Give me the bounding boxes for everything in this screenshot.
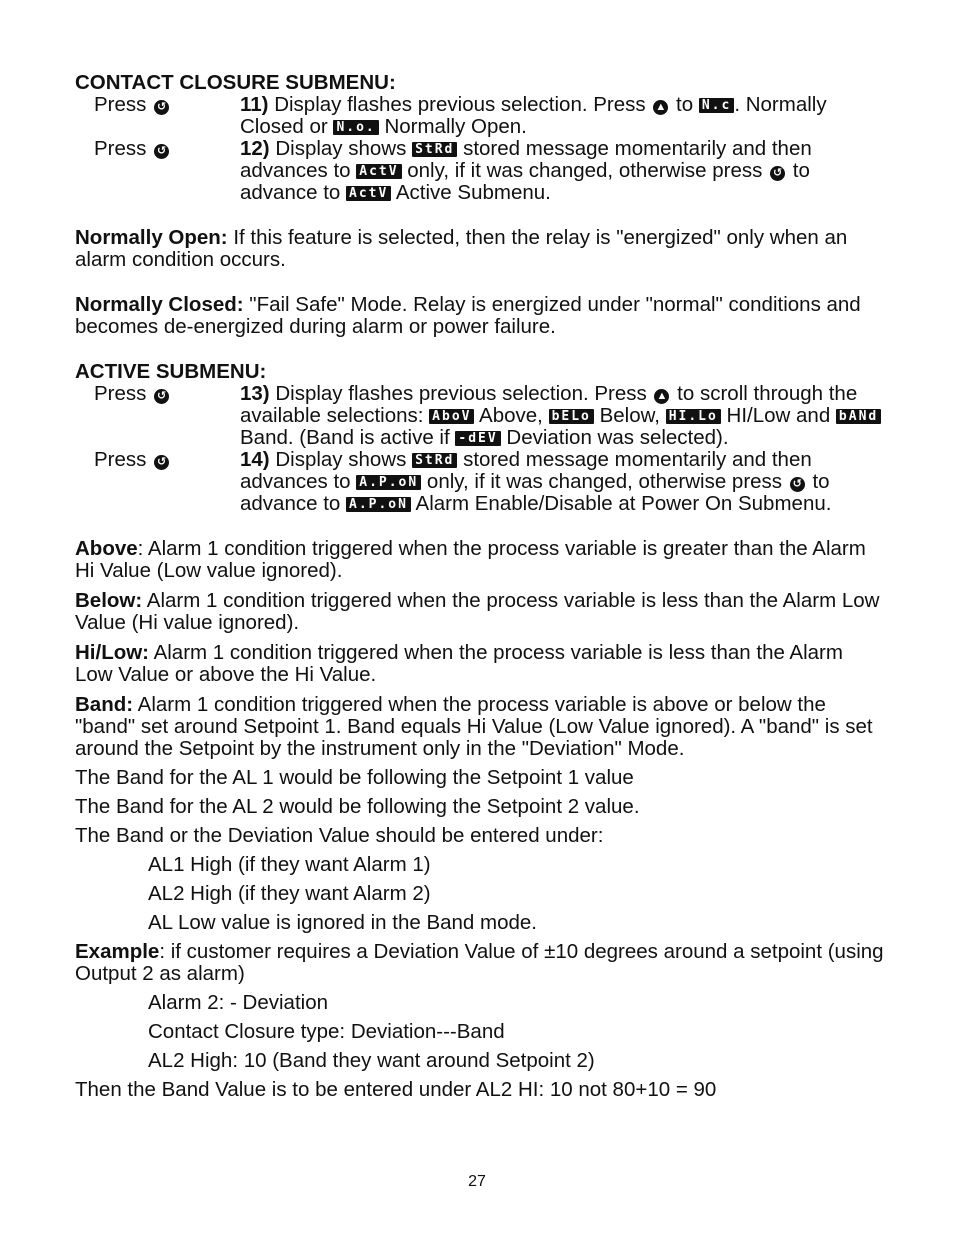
band-note: The Band or the Deviation Value should be entered under: <box>75 824 604 847</box>
lcd-display-actv: ActV <box>346 186 391 201</box>
step-number: 11) <box>240 93 269 116</box>
press-label: Press <box>94 93 147 116</box>
lcd-display-abov: AboV <box>429 409 474 424</box>
lcd-display-dev: -dEV <box>455 431 500 446</box>
step-number: 13) <box>240 382 270 405</box>
normally-open-paragraph: Normally Open: If this feature is selected, then the relay is "energized" only when an alarm condition occurs. <box>75 226 848 271</box>
enter-icon: ↺ <box>154 100 169 115</box>
band-note: The Band for the AL 1 would be following the Setpoint 1 value <box>75 766 634 789</box>
lcd-display-no: N.o. <box>333 120 378 135</box>
lcd-display-nc: N.c <box>699 98 734 113</box>
lcd-display-belo: bELo <box>549 409 594 424</box>
lcd-display-hilo: HI.Lo <box>666 409 721 424</box>
contact-closure-heading: CONTACT CLOSURE SUBMENU: <box>75 71 396 94</box>
enter-icon: ↺ <box>154 144 169 159</box>
band-note-sub: AL2 High (if they want Alarm 2) <box>148 882 431 905</box>
enter-icon: ↺ <box>790 477 805 492</box>
example-sub: Alarm 2: - Deviation <box>148 991 329 1014</box>
step-number: 12) <box>240 137 270 160</box>
step-14: Press ↺ 14) Display shows StRd stored message momentarily and then advances to A.P.oN only, if it was changed, otherwise press ↺ to advance to A.P.oN Alarm Enable/Disable at Power On Submenu. <box>94 448 832 515</box>
press-label: Press <box>94 448 147 471</box>
lcd-display-strd: StRd <box>412 142 457 157</box>
up-arrow-icon: ▲ <box>653 100 668 115</box>
below-definition: Below: Alarm 1 condition triggered when the process variable is less than the Alarm Low Value (Hi value ignored). <box>75 589 880 634</box>
lcd-display-strd: StRd <box>412 453 457 468</box>
above-definition: Above: Alarm 1 condition triggered when the process variable is greater than the Alarm Hi Value (Low value ignored). <box>75 537 866 582</box>
page-number: 27 <box>468 1173 486 1190</box>
up-arrow-icon: ▲ <box>654 389 669 404</box>
hilow-definition: Hi/Low: Alarm 1 condition triggered when the process variable is less than the Alarm Low Value or above the Hi Value. <box>75 641 843 686</box>
band-note-sub: AL Low value is ignored in the Band mode. <box>148 911 537 934</box>
example-sub: AL2 High: 10 (Band they want around Setpoint 2) <box>148 1049 595 1072</box>
lcd-display-band: bANd <box>836 409 881 424</box>
step-11: Press ↺ 11) Display flashes previous selection. Press ▲ to N.c . Normally Closed or N.o. Normally Open. <box>94 93 827 138</box>
lcd-display-apon: A.P.oN <box>356 475 421 490</box>
step-number: 14) <box>240 448 270 471</box>
example-final: Then the Band Value is to be entered under AL2 HI: 10 not 80+10 = 90 <box>75 1078 717 1101</box>
enter-icon: ↺ <box>770 166 785 181</box>
band-note-sub: AL1 High (if they want Alarm 1) <box>148 853 431 876</box>
enter-icon: ↺ <box>154 455 169 470</box>
active-submenu-heading: ACTIVE SUBMENU: <box>75 360 267 383</box>
press-label: Press <box>94 137 147 160</box>
step-13: Press ↺ 13) Display flashes previous selection. Press ▲ to scroll through the available selections: AboV Above, bELo Below, HI.Lo HI/Low and bANd Band. (Band is active if -dEV Deviation was selected). <box>75 383 885 449</box>
normally-closed-paragraph: Normally Closed: "Fail Safe" Mode. Relay is energized under "normal" conditions and becomes de-energized during alarm or power failure. <box>75 293 861 338</box>
manual-page <box>75 72 885 1101</box>
band-definition: Band: Alarm 1 condition triggered when the process variable is above or below the "band" set around Setpoint 1. Band equals Hi Value (Low Value ignored). A "band" is set around the Setpoint by the instrument only in the "Deviation" Mode. <box>75 693 873 760</box>
step-12: Press ↺ 12) Display shows StRd stored message momentarily and then advances to ActV only, if it was changed, otherwise press ↺ to advance to ActV Active Submenu. <box>94 137 812 204</box>
enter-icon: ↺ <box>154 389 169 404</box>
lcd-display-apon: A.P.oN <box>346 497 411 512</box>
lcd-display-actv: ActV <box>356 164 401 179</box>
press-label: Press <box>94 382 147 405</box>
band-note: The Band for the AL 2 would be following the Setpoint 2 value. <box>75 795 640 818</box>
example-sub: Contact Closure type: Deviation---Band <box>148 1020 505 1043</box>
example-paragraph: Example: if customer requires a Deviation Value of ±10 degrees around a setpoint (using Output 2 as alarm) <box>75 940 884 985</box>
